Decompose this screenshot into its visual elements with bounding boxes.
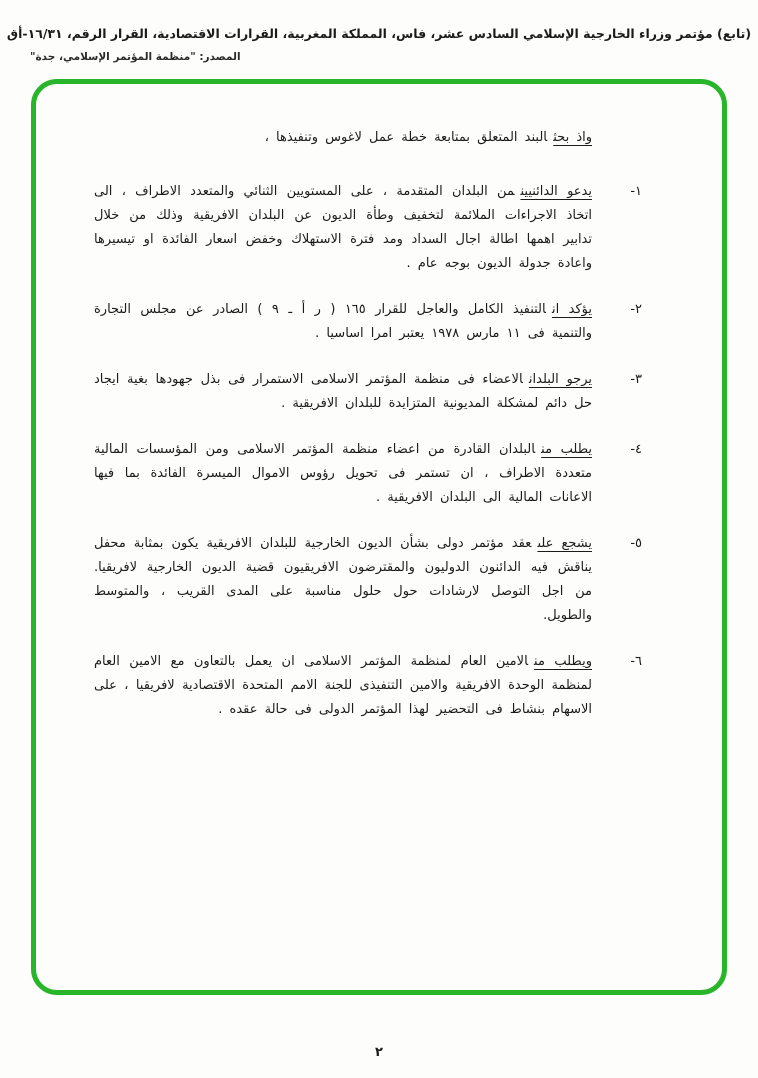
resolution-item: [94, 180, 642, 276]
resolution-item: [94, 650, 642, 722]
item-lead-underlined: ويطلب من: [534, 654, 592, 669]
item-text: [94, 298, 592, 346]
document-body: [36, 84, 722, 722]
item-text: [94, 368, 592, 416]
item-number: ٤-: [630, 442, 642, 457]
item-body-text: الاعضاء فى منظمة المؤتمر الاسلامى الاستمرار فى بذل جهودها بغية ايجاد حل دائم لمشكلة المديونية المتزايدة للبلدان الافريقية .: [94, 372, 592, 411]
item-number: ٥-: [630, 536, 642, 551]
item-number: ١-: [630, 184, 642, 199]
page-number: ٢: [375, 1045, 383, 1060]
item-lead-underlined: يرجو البلدان: [528, 372, 592, 387]
resolution-items: [94, 180, 642, 722]
header-source: المصدر: "منظمة المؤتمر الإسلامي، جدة": [30, 51, 241, 63]
resolution-item: [94, 438, 642, 510]
item-body-text: الامين العام لمنظمة المؤتمر الاسلامى ان يعمل بالتعاون مع الامين العام لمنظمة الوحدة الافريقية والامين التنفيذى للجنة الامم المتحدة الاقتصادية لافريقيا ، على الاسهام بنشاط فى التحضير لهذا المؤتمر الدولى فى حالة عقده .: [94, 654, 592, 717]
item-body-text: من البلدان المتقدمة ، على المستويين الثنائي والمتعدد الاطراف ، الى اتخاذ الاجراءات الملائمة لتخفيف وطأة الديون عن البلدان الافريقية وذلك من خلال تدابير اهمها اطالة اجال السداد ومد فترة الاستهلاك وخفض اسعار الفائدة او تيسيرها واعادة جدولة الديون بوجه عام .: [94, 184, 592, 271]
resolution-item: [94, 532, 642, 628]
item-lead-underlined: يطلب من: [541, 442, 592, 457]
item-number: ٦-: [630, 654, 642, 669]
intro-paragraph: [94, 126, 642, 150]
item-text: [94, 650, 592, 722]
resolution-item: [94, 368, 642, 416]
intro-text: البند المتعلق بمتابعة خطة عمل لاغوس وتنفيذها ،: [264, 130, 548, 145]
item-body-text: التنفيذ الكامل والعاجل للقرار ١٦٥ ( ر أ ـ ٩ ) الصادر عن مجلس التجارة والتنمية فى ١١ مارس ١٩٧٨ يعتبر امرا اساسيا .: [94, 302, 592, 341]
item-lead-underlined: يدعو الدائنيين: [520, 184, 592, 199]
document-header: [0, 0, 758, 63]
item-number: ٣-: [630, 372, 642, 387]
intro-lead-underlined: واذ بحث: [553, 130, 592, 145]
item-number: ٢-: [630, 302, 642, 317]
green-border-frame: [31, 79, 727, 995]
item-lead-underlined: يشجع على: [537, 536, 592, 551]
item-body-text: البلدان القادرة من اعضاء منظمة المؤتمر الاسلامى ومن المؤسسات المالية متعددة الاطراف ، ان تستمر فى تحويل رؤوس الاموال الميسرة الفائدة بما فيها الاعانات المالية الى البلدان الافريقية .: [94, 442, 592, 505]
item-text: [94, 532, 592, 628]
resolution-item: [94, 298, 642, 346]
item-body-text: عقد مؤتمر دولى بشأن الديون الخارجية للبلدان الافريقية يكون بمثابة محفل يناقش فيه الدائنون الدوليون والمقترضون الافريقيون قضية الديون الخارجية لافريقيا. من اجل التوصل لارشادات حول حلول مناسبة على المدى القريب ، والمتوسط والطويل.: [94, 536, 592, 623]
item-lead-underlined: يؤكد ان: [551, 302, 592, 317]
item-text: [94, 180, 592, 276]
header-title: (تابع) مؤتمر وزراء الخارجية الإسلامي السادس عشر، فاس، المملكة المغربية، القرارات الاقتصادية، القرار الرقم، ١٦/٣١-أق: [6, 26, 752, 41]
item-text: [94, 438, 592, 510]
